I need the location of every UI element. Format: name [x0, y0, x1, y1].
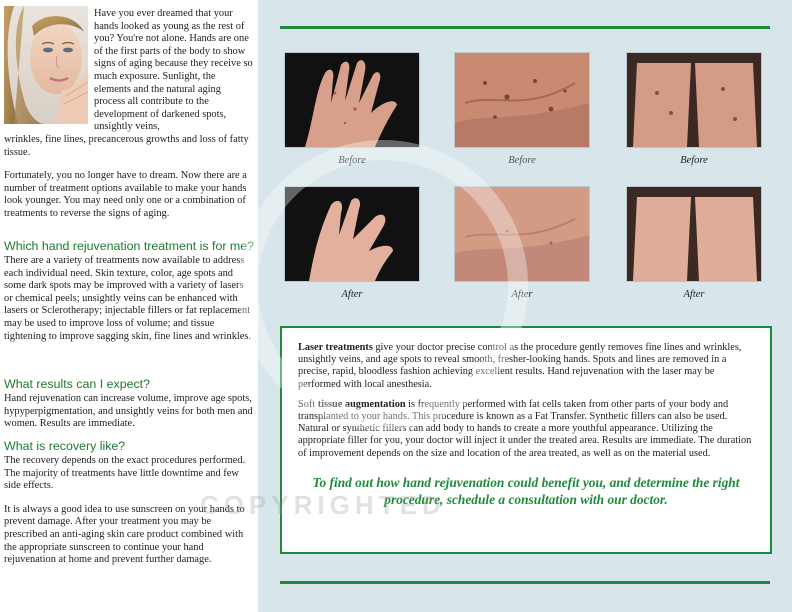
section-heading: What is recovery like? — [4, 439, 126, 453]
section-body-2: It is always a good idea to use sunscreen on your hands to prevent damage. After your treatment you may be prescribed an anti-aging skin care product combined with the appropriate sunscreen to continue your hand rejuvenation at home and prevent further damage. — [4, 503, 245, 566]
laser-paragraph — [298, 342, 754, 391]
after-photo-2 — [454, 186, 590, 282]
treatment-info-box — [280, 326, 772, 554]
soft-tissue-term: tissue augmentation — [317, 398, 406, 410]
laser-text: give your doctor precise control as the procedure gently removes fine lines and wrinkles, unsightly veins, and age spots to reveal smooth, fresher-looking hands. Spots and lines are removed in a precise, rapid, bloodless fashion achieving excellent results. Hand rejuvenation with the laser may be performed with local anesthesia. — [298, 342, 742, 390]
laser-term: Laser treatments — [298, 342, 373, 353]
before-caption-2: Before — [508, 155, 536, 166]
bottom-divider — [280, 581, 770, 584]
before-caption-3: Before — [680, 155, 708, 166]
before-photo-2 — [454, 52, 590, 148]
top-divider — [280, 26, 770, 29]
after-caption-1: After — [341, 289, 363, 300]
consultation-call-to-action: To find out how hand rejuvenation could benefit you, and determine the right procedure, schedule a consultation with our doctor. — [312, 474, 740, 507]
before-photo-3 — [626, 52, 762, 148]
section-body: The recovery depends on the exact procedures performed. The majority of treatments have little downtime and few side effects. — [4, 455, 246, 492]
section-heading: What results can I expect? — [4, 377, 151, 391]
left-column — [0, 0, 258, 612]
section-recovery — [4, 440, 254, 567]
section-body: There are a variety of treatments now available to address each individual need. Skin texture, color, age spots and some dark spots may be improved with a variety of lasers or chemical peels; unsightly veins can be enhanced with lasers or Sclerotherapy; injectable fillers or fat replacement may be used to improve loss of volume; and tissue tightening to improve sagging skin, fine lines and wrinkles. — [4, 255, 252, 342]
before-caption-1: Before — [338, 155, 366, 166]
intro-text — [4, 8, 254, 221]
section-which-treatment — [4, 240, 254, 343]
soft-tissue-paragraph — [298, 399, 754, 460]
after-photo-3 — [626, 186, 762, 282]
section-heading: Which hand rejuvenation treatment is for me? — [4, 239, 255, 253]
intro-paragraph-beside-photo: Have you ever dreamed that your hands looked as young as the rest of you? You're not alone. Hands are one of the first parts of the body to show signs of aging because they receive so much exposure. Sunlight, the elements and the natural aging process all contribute to the development of darkened spots, unsightly veins, — [94, 8, 253, 133]
after-photo-1 — [284, 186, 420, 282]
before-photo-1 — [284, 52, 420, 148]
right-panel — [258, 0, 792, 612]
after-caption-3: After — [683, 289, 705, 300]
section-body: Hand rejuvenation can increase volume, improve age spots, hypyperpigmentation, and unsightly veins for both men and women. Results are immediate. — [4, 393, 253, 430]
soft-tissue-text: is frequently performed with fat cells taken from other parts of your body and transplanted to your hands. This procedure is known as a Fat Transfer. Synthetic fillers can also be used. Natural or synthetic fillers can add body to hands to create a more youthful appearance. Utilizing the appropriate filler for you, your doctor will inject it under the treated area. Results are immediate. The duration of improvement depends on the size and location of the area treated, as well as on the material used. — [298, 398, 752, 459]
soft-prefix: Soft — [298, 398, 318, 410]
intro-paragraph-continued: wrinkles, fine lines, precancerous growths and loss of fatty tissue. — [4, 133, 249, 158]
section-results — [4, 378, 254, 431]
after-caption-2: After — [511, 289, 533, 300]
copyright-watermark-text: COPYRIGHTED — [200, 490, 446, 520]
intro-paragraph-2: Fortunately, you no longer have to dream. Now there are a number of treatment options available to make your hands look younger. You may need only one or a combination of treatments to reverse the signs of aging. — [4, 170, 247, 219]
